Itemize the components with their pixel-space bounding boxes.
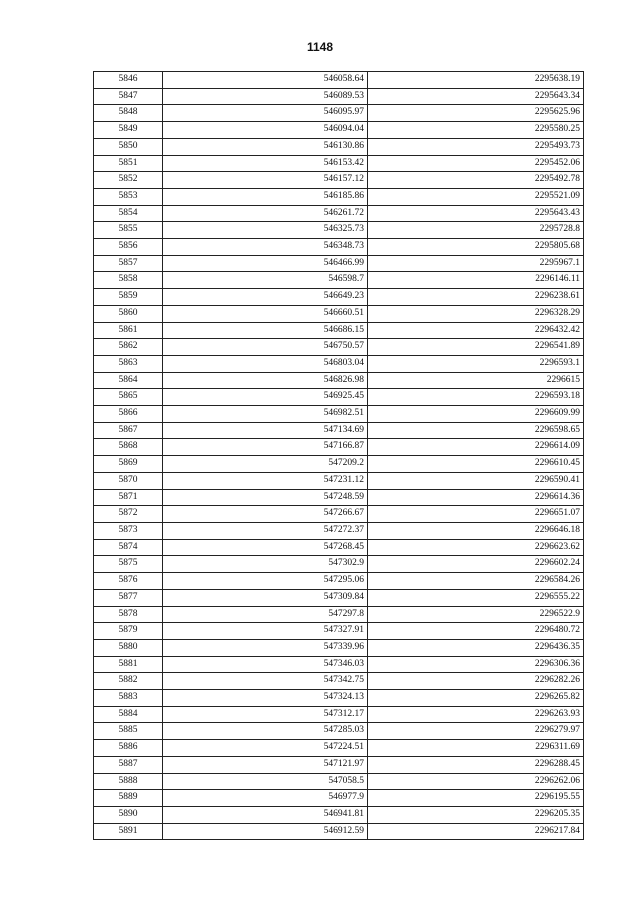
table-row: [94, 489, 584, 506]
x-coordinate-cell: 547312.17: [163, 706, 368, 723]
x-coordinate-cell: 546977.9: [163, 790, 368, 807]
point-number-cell: 5865: [94, 389, 163, 406]
y-coordinate-cell: 2296541.89: [368, 339, 584, 356]
table-row: [94, 88, 584, 105]
x-coordinate-cell: 547058.5: [163, 773, 368, 790]
point-number-cell: 5885: [94, 723, 163, 740]
point-number-cell: 5878: [94, 606, 163, 623]
point-number-cell: 5857: [94, 255, 163, 272]
y-coordinate-cell: 2296584.26: [368, 573, 584, 590]
point-number-cell: 5866: [94, 406, 163, 423]
y-coordinate-cell: 2296146.11: [368, 272, 584, 289]
y-coordinate-cell: 2296282.26: [368, 673, 584, 690]
y-coordinate-cell: 2296593.18: [368, 389, 584, 406]
point-number-cell: 5859: [94, 289, 163, 306]
y-coordinate-cell: 2295967.1: [368, 255, 584, 272]
x-coordinate-cell: 547309.84: [163, 589, 368, 606]
x-coordinate-cell: 546826.98: [163, 372, 368, 389]
y-coordinate-cell: 2296522.9: [368, 606, 584, 623]
table-row: [94, 305, 584, 322]
table-row: [94, 706, 584, 723]
table-row: [94, 756, 584, 773]
table-row: [94, 205, 584, 222]
point-number-cell: 5886: [94, 740, 163, 757]
x-coordinate-cell: 546912.59: [163, 823, 368, 840]
table-row: [94, 255, 584, 272]
x-coordinate-cell: 546982.51: [163, 406, 368, 423]
point-number-cell: 5881: [94, 656, 163, 673]
table-row: [94, 72, 584, 89]
x-coordinate-cell: 546089.53: [163, 88, 368, 105]
x-coordinate-cell: 546348.73: [163, 239, 368, 256]
x-coordinate-cell: 546130.86: [163, 138, 368, 155]
point-number-cell: 5875: [94, 556, 163, 573]
y-coordinate-cell: 2296195.55: [368, 790, 584, 807]
point-number-cell: 5883: [94, 690, 163, 707]
x-coordinate-cell: 546803.04: [163, 355, 368, 372]
x-coordinate-cell: 546095.97: [163, 105, 368, 122]
table-row: [94, 406, 584, 423]
point-number-cell: 5860: [94, 305, 163, 322]
point-number-cell: 5884: [94, 706, 163, 723]
point-number-cell: 5882: [94, 673, 163, 690]
table-row: [94, 623, 584, 640]
x-coordinate-cell: 546261.72: [163, 205, 368, 222]
x-coordinate-cell: 547324.13: [163, 690, 368, 707]
y-coordinate-cell: 2296436.35: [368, 639, 584, 656]
y-coordinate-cell: 2296593.1: [368, 355, 584, 372]
x-coordinate-cell: 547346.03: [163, 656, 368, 673]
y-coordinate-cell: 2296610.45: [368, 456, 584, 473]
point-number-cell: 5888: [94, 773, 163, 790]
x-coordinate-cell: 547166.87: [163, 439, 368, 456]
table-row: [94, 355, 584, 372]
table-row: [94, 589, 584, 606]
x-coordinate-cell: 547327.91: [163, 623, 368, 640]
point-number-cell: 5869: [94, 456, 163, 473]
x-coordinate-cell: 546925.45: [163, 389, 368, 406]
table-row: [94, 723, 584, 740]
y-coordinate-cell: 2296432.42: [368, 322, 584, 339]
table-row: [94, 322, 584, 339]
y-coordinate-cell: 2296279.97: [368, 723, 584, 740]
point-number-cell: 5877: [94, 589, 163, 606]
point-number-cell: 5891: [94, 823, 163, 840]
point-number-cell: 5849: [94, 122, 163, 139]
table-row: [94, 155, 584, 172]
x-coordinate-cell: 547268.45: [163, 539, 368, 556]
x-coordinate-cell: 547209.2: [163, 456, 368, 473]
y-coordinate-cell: 2296623.62: [368, 539, 584, 556]
x-coordinate-cell: 547302.9: [163, 556, 368, 573]
point-number-cell: 5855: [94, 222, 163, 239]
point-number-cell: 5850: [94, 138, 163, 155]
x-coordinate-cell: 547248.59: [163, 489, 368, 506]
y-coordinate-cell: 2296328.29: [368, 305, 584, 322]
table-row: [94, 456, 584, 473]
table-row: [94, 823, 584, 840]
point-number-cell: 5858: [94, 272, 163, 289]
x-coordinate-cell: 546598.7: [163, 272, 368, 289]
x-coordinate-cell: 546649.23: [163, 289, 368, 306]
table-row: [94, 188, 584, 205]
point-number-cell: 5876: [94, 573, 163, 590]
table-row: [94, 790, 584, 807]
point-number-cell: 5848: [94, 105, 163, 122]
y-coordinate-cell: 2295493.73: [368, 138, 584, 155]
point-number-cell: 5879: [94, 623, 163, 640]
point-number-cell: 5868: [94, 439, 163, 456]
y-coordinate-cell: 2295643.34: [368, 88, 584, 105]
y-coordinate-cell: 2295643.43: [368, 205, 584, 222]
table-row: [94, 639, 584, 656]
table-row: [94, 272, 584, 289]
point-number-cell: 5870: [94, 472, 163, 489]
x-coordinate-cell: 547121.97: [163, 756, 368, 773]
point-number-cell: 5856: [94, 239, 163, 256]
point-number-cell: 5871: [94, 489, 163, 506]
table-row: [94, 389, 584, 406]
table-row: [94, 690, 584, 707]
y-coordinate-cell: 2296609.99: [368, 406, 584, 423]
point-number-cell: 5862: [94, 339, 163, 356]
x-coordinate-cell: 547342.75: [163, 673, 368, 690]
x-coordinate-cell: 547339.96: [163, 639, 368, 656]
point-number-cell: 5863: [94, 355, 163, 372]
point-number-cell: 5889: [94, 790, 163, 807]
x-coordinate-cell: 547297.8: [163, 606, 368, 623]
x-coordinate-cell: 546941.81: [163, 806, 368, 823]
table-row: [94, 105, 584, 122]
point-number-cell: 5880: [94, 639, 163, 656]
point-number-cell: 5852: [94, 172, 163, 189]
y-coordinate-cell: 2295452.06: [368, 155, 584, 172]
x-coordinate-cell: 546660.51: [163, 305, 368, 322]
y-coordinate-cell: 2296614.36: [368, 489, 584, 506]
point-number-cell: 5874: [94, 539, 163, 556]
table-row: [94, 422, 584, 439]
y-coordinate-cell: 2296646.18: [368, 522, 584, 539]
table-row: [94, 606, 584, 623]
x-coordinate-cell: 547272.37: [163, 522, 368, 539]
point-number-cell: 5853: [94, 188, 163, 205]
x-coordinate-cell: 547231.12: [163, 472, 368, 489]
coordinates-table-body: [94, 72, 584, 840]
y-coordinate-cell: 2296615: [368, 372, 584, 389]
y-coordinate-cell: 2296480.72: [368, 623, 584, 640]
table-row: [94, 439, 584, 456]
x-coordinate-cell: 547285.03: [163, 723, 368, 740]
x-coordinate-cell: 546466.99: [163, 255, 368, 272]
table-row: [94, 656, 584, 673]
x-coordinate-cell: 546153.42: [163, 155, 368, 172]
table-row: [94, 172, 584, 189]
table-row: [94, 122, 584, 139]
table-row: [94, 556, 584, 573]
table-row: [94, 472, 584, 489]
table-row: [94, 806, 584, 823]
y-coordinate-cell: 2296217.84: [368, 823, 584, 840]
y-coordinate-cell: 2296311.69: [368, 740, 584, 757]
point-number-cell: 5861: [94, 322, 163, 339]
y-coordinate-cell: 2296205.35: [368, 806, 584, 823]
table-row: [94, 673, 584, 690]
x-coordinate-cell: 546750.57: [163, 339, 368, 356]
y-coordinate-cell: 2295625.96: [368, 105, 584, 122]
y-coordinate-cell: 2295492.78: [368, 172, 584, 189]
x-coordinate-cell: 546185.86: [163, 188, 368, 205]
x-coordinate-cell: 547134.69: [163, 422, 368, 439]
y-coordinate-cell: 2296598.65: [368, 422, 584, 439]
y-coordinate-cell: 2296306.36: [368, 656, 584, 673]
y-coordinate-cell: 2296238.61: [368, 289, 584, 306]
table-row: [94, 239, 584, 256]
table-row: [94, 289, 584, 306]
table-row: [94, 573, 584, 590]
table-row: [94, 372, 584, 389]
y-coordinate-cell: 2295521.09: [368, 188, 584, 205]
y-coordinate-cell: 2296590.41: [368, 472, 584, 489]
point-number-cell: 5873: [94, 522, 163, 539]
x-coordinate-cell: 546058.64: [163, 72, 368, 89]
table-row: [94, 522, 584, 539]
y-coordinate-cell: 2296262.06: [368, 773, 584, 790]
x-coordinate-cell: 546325.73: [163, 222, 368, 239]
point-number-cell: 5887: [94, 756, 163, 773]
point-number-cell: 5854: [94, 205, 163, 222]
y-coordinate-cell: 2296288.45: [368, 756, 584, 773]
x-coordinate-cell: 547295.06: [163, 573, 368, 590]
table-row: [94, 339, 584, 356]
table-row: [94, 138, 584, 155]
y-coordinate-cell: 2296602.24: [368, 556, 584, 573]
table-row: [94, 773, 584, 790]
y-coordinate-cell: 2296555.22: [368, 589, 584, 606]
point-number-cell: 5847: [94, 88, 163, 105]
table-row: [94, 539, 584, 556]
x-coordinate-cell: 546157.12: [163, 172, 368, 189]
y-coordinate-cell: 2296263.93: [368, 706, 584, 723]
point-number-cell: 5864: [94, 372, 163, 389]
page-number: 1148: [306, 40, 334, 54]
point-number-cell: 5851: [94, 155, 163, 172]
y-coordinate-cell: 2295728.8: [368, 222, 584, 239]
y-coordinate-cell: 2295638.19: [368, 72, 584, 89]
coordinates-table: [93, 71, 584, 840]
y-coordinate-cell: 2296265.82: [368, 690, 584, 707]
x-coordinate-cell: 547224.51: [163, 740, 368, 757]
y-coordinate-cell: 2296651.07: [368, 506, 584, 523]
x-coordinate-cell: 546686.15: [163, 322, 368, 339]
x-coordinate-cell: 546094.04: [163, 122, 368, 139]
point-number-cell: 5872: [94, 506, 163, 523]
point-number-cell: 5846: [94, 72, 163, 89]
y-coordinate-cell: 2295805.68: [368, 239, 584, 256]
x-coordinate-cell: 547266.67: [163, 506, 368, 523]
point-number-cell: 5890: [94, 806, 163, 823]
y-coordinate-cell: 2296614.09: [368, 439, 584, 456]
point-number-cell: 5867: [94, 422, 163, 439]
table-row: [94, 740, 584, 757]
table-row: [94, 222, 584, 239]
y-coordinate-cell: 2295580.25: [368, 122, 584, 139]
table-row: [94, 506, 584, 523]
